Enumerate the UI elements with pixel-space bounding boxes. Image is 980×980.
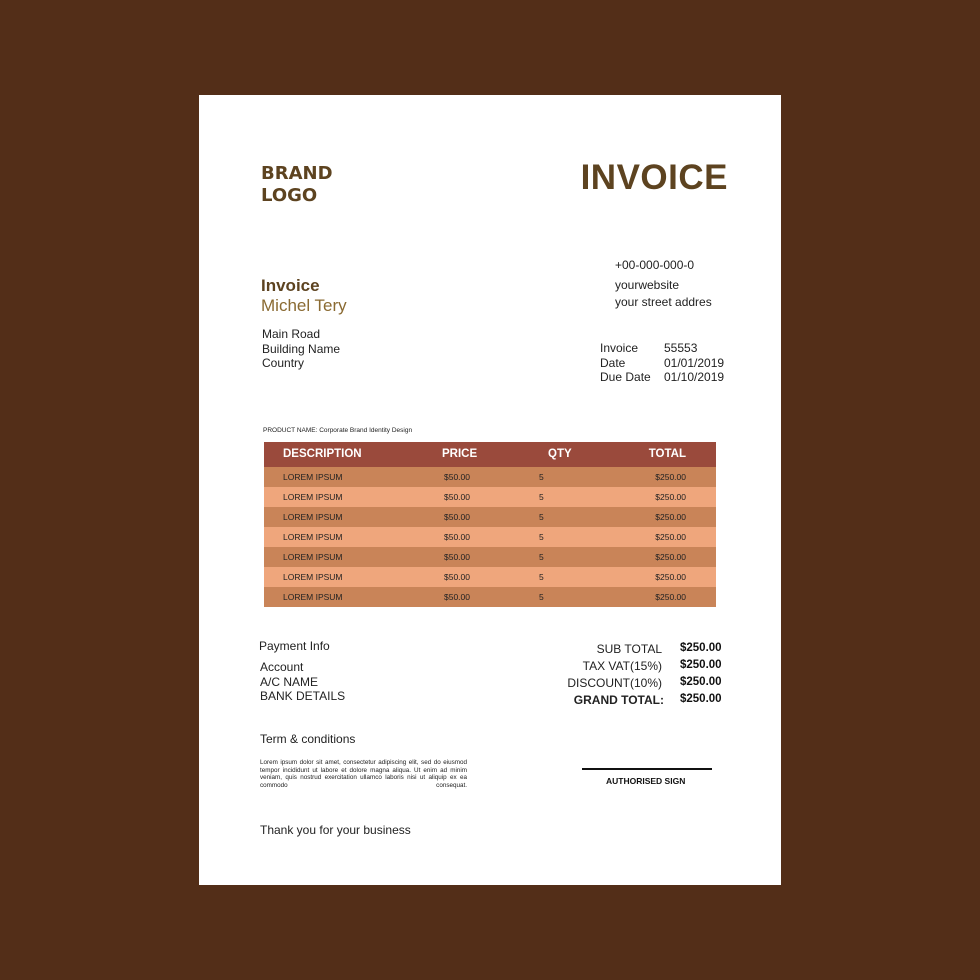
cell-qty: 5 [539,552,544,562]
cell-price: $50.00 [444,552,470,562]
subtotal-value: $250.00 [680,642,722,654]
client-address-line-2: Building Name [262,342,341,356]
tax-value: $250.00 [680,659,722,671]
meta-due-date-value: 01/10/2019 [664,370,725,384]
client-label: Invoice [261,276,320,295]
cell-description: LOREM IPSUM [283,492,343,502]
brand-logo-line-1: BRAND [261,163,333,184]
cell-qty: 5 [539,492,544,502]
cell-total: $250.00 [655,552,686,562]
grand-total-value: $250.00 [680,693,722,705]
payment-bank-details: BANK DETAILS [260,689,346,703]
meta-date-value: 01/01/2019 [664,356,725,370]
cell-qty: 5 [539,592,544,602]
client-name: Michel Tery [261,296,347,315]
signature-line [582,768,712,770]
cell-total: $250.00 [655,572,686,582]
tax-label: TAX VAT(15%) [582,659,662,673]
table-row [264,547,716,567]
meta-due-date-label: Due Date [600,370,651,384]
grand-total-label: GRAND TOTAL: [573,693,664,707]
cell-description: LOREM IPSUM [283,592,343,602]
terms-title: Term & conditions [260,732,356,746]
table-row [264,587,716,607]
cell-description: LOREM IPSUM [283,572,343,582]
client-address-line-3: Country [262,356,305,370]
cell-total: $250.00 [655,592,686,602]
cell-total: $250.00 [655,512,686,522]
contact-street: your street addres [615,295,712,309]
thank-you-note: Thank you for your business [260,823,411,837]
brand-logo [261,163,333,207]
items-table [264,442,716,607]
discount-label: DISCOUNT(10%) [567,676,662,690]
table-row [264,467,716,487]
header-price: PRICE [442,448,478,460]
cell-qty: 5 [539,532,544,542]
cell-description: LOREM IPSUM [283,532,343,542]
header-qty: QTY [548,448,572,460]
cell-description: LOREM IPSUM [283,512,343,522]
meta-invoice-label: Invoice [600,341,639,355]
cell-price: $50.00 [444,512,470,522]
cell-total: $250.00 [655,472,686,482]
invoice-title: INVOICE [580,158,728,197]
contact-phone: +00-000-000-0 [615,258,695,272]
table-row [264,487,716,507]
cell-price: $50.00 [444,592,470,602]
cell-qty: 5 [539,572,544,582]
contact-website: yourwebsite [615,278,680,292]
table-row [264,567,716,587]
payment-ac-name: A/C NAME [260,675,319,689]
cell-price: $50.00 [444,472,470,482]
cell-total: $250.00 [655,532,686,542]
subtotal-label: SUB TOTAL [596,642,662,656]
cell-description: LOREM IPSUM [283,552,343,562]
meta-invoice-value: 55553 [664,341,698,355]
payment-info-title: Payment Info [259,639,330,653]
header-description: DESCRIPTION [283,448,362,460]
authorised-sign-label: AUTHORISED SIGN [606,776,686,786]
table-header [264,442,716,467]
brand-logo-line-2: LOGO [261,185,318,206]
cell-description: LOREM IPSUM [283,472,343,482]
table-row [264,527,716,547]
header-total: TOTAL [648,448,686,460]
cell-qty: 5 [539,472,544,482]
meta-date-label: Date [600,356,626,370]
cell-qty: 5 [539,512,544,522]
product-name: PRODUCT NAME: Corporate Brand Identity Design [263,427,413,434]
table-row [264,507,716,527]
cell-total: $250.00 [655,492,686,502]
cell-price: $50.00 [444,532,470,542]
discount-value: $250.00 [680,676,722,688]
client-address-line-1: Main Road [262,327,321,341]
cell-price: $50.00 [444,492,470,502]
terms-text: Lorem ipsum dolor sit amet, consectetur adipiscing elit, sed do eiusmod tempor incididunt ut labore et dolore magna aliqua. Ut enim ad minim veniam, quis nostrud exercitation ullamco laboris nisi ut aliquip ex ea commodo consequat. [260,759,467,790]
cell-price: $50.00 [444,572,470,582]
invoice-page [199,95,781,885]
payment-account: Account [260,660,304,674]
